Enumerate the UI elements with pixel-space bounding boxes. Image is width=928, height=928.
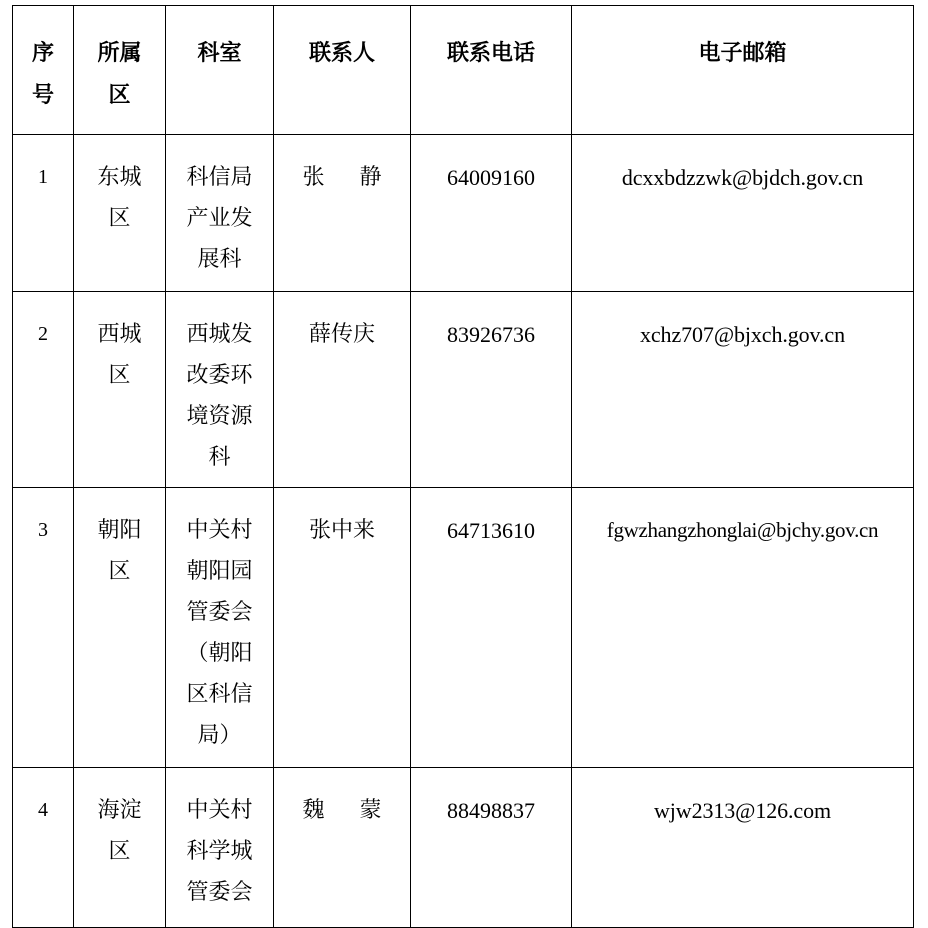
cell-no: 3 xyxy=(13,488,74,768)
cell-contact: 魏 蒙 xyxy=(274,768,411,928)
table-header-row xyxy=(13,6,914,135)
header-cell-no: 序号 xyxy=(13,6,74,135)
table-row xyxy=(13,135,914,292)
cell-phone: 64713610 xyxy=(411,488,572,768)
cell-email: wjw2313@126.com xyxy=(572,768,914,928)
cell-phone: 83926736 xyxy=(411,292,572,488)
header-cell-office: 科室 xyxy=(166,6,274,135)
cell-district: 东城区 xyxy=(74,135,166,292)
header-cell-email: 电子邮箱 xyxy=(572,6,914,135)
header-cell-phone: 联系电话 xyxy=(411,6,572,135)
cell-no: 1 xyxy=(13,135,74,292)
contacts-table xyxy=(12,5,914,928)
cell-contact: 张中来 xyxy=(274,488,411,768)
cell-district: 朝阳区 xyxy=(74,488,166,768)
cell-office: 西城发改委环境资源科 xyxy=(166,292,274,488)
cell-district: 西城区 xyxy=(74,292,166,488)
table-row xyxy=(13,292,914,488)
cell-phone: 88498837 xyxy=(411,768,572,928)
cell-contact: 张 静 xyxy=(274,135,411,292)
header-cell-contact: 联系人 xyxy=(274,6,411,135)
cell-office: 科信局产业发展科 xyxy=(166,135,274,292)
cell-no: 2 xyxy=(13,292,74,488)
cell-no: 4 xyxy=(13,768,74,928)
cell-office: 中关村科学城管委会 xyxy=(166,768,274,928)
header-cell-district: 所属区 xyxy=(74,6,166,135)
table-row xyxy=(13,488,914,768)
cell-email: fgwzhangzhonglai@bjchy.gov.cn xyxy=(572,488,914,768)
cell-email: dcxxbdzzwk@bjdch.gov.cn xyxy=(572,135,914,292)
cell-district: 海淀区 xyxy=(74,768,166,928)
cell-email: xchz707@bjxch.gov.cn xyxy=(572,292,914,488)
cell-office: 中关村朝阳园管委会（朝阳区科信局） xyxy=(166,488,274,768)
cell-phone: 64009160 xyxy=(411,135,572,292)
table-row xyxy=(13,768,914,928)
cell-contact: 薛传庆 xyxy=(274,292,411,488)
